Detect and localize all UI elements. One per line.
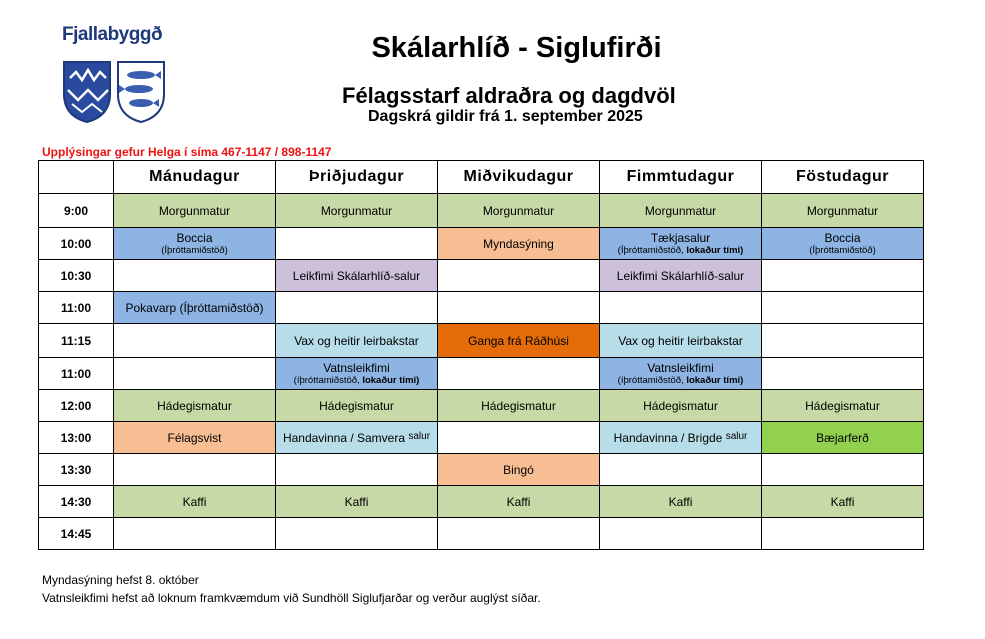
activity-cell	[762, 228, 924, 260]
schedule-row	[39, 454, 924, 486]
time-cell: 13:30	[39, 454, 114, 486]
activity-cell	[600, 358, 762, 390]
activity-label: Bæjarferð	[816, 430, 869, 445]
activity-cell	[276, 292, 438, 324]
schedule-row	[39, 486, 924, 518]
activity-label: Leikfimi Skálarhlíð-salur	[616, 268, 745, 283]
logo-wordmark: Fjallabyggð	[62, 24, 163, 45]
activity-cell	[762, 422, 924, 454]
activity-cell	[114, 518, 276, 550]
activity-label: Hádegismatur	[481, 398, 556, 413]
activity-cell	[438, 486, 600, 518]
activity-location: (Íþróttamiðstöð)	[161, 244, 228, 256]
schedule-row	[39, 292, 924, 324]
activity-cell	[600, 454, 762, 486]
time-cell: 9:00	[39, 194, 114, 228]
activity-label: Handavinna / Brigde	[613, 430, 723, 445]
activity-label: Handavinna / Samvera	[282, 430, 406, 445]
activity-cell	[114, 390, 276, 422]
activity-cell	[276, 422, 438, 454]
activity-label: Vatnsleikfimi	[323, 360, 390, 375]
activity-label: Boccia	[176, 230, 213, 245]
activity-cell	[762, 454, 924, 486]
activity-cell	[276, 324, 438, 358]
validity-date: Dagskrá gildir frá 1. september 2025	[368, 108, 643, 125]
activity-closed-note: lokaður tími)	[686, 244, 744, 256]
footnote: Myndasýning hefst 8. október	[42, 573, 199, 587]
activity-cell	[114, 358, 276, 390]
activity-location: (Íþróttamiðstöð)	[809, 244, 876, 256]
activity-label: Bingó	[503, 462, 534, 477]
time-cell: 10:00	[39, 228, 114, 260]
contact-info: Upplýsingar gefur Helga í síma 467-1147 / 898-1147	[42, 145, 332, 159]
activity-cell	[438, 228, 600, 260]
activity-location-note: salur	[408, 430, 431, 442]
activity-cell	[276, 358, 438, 390]
activity-cell	[438, 358, 600, 390]
activity-cell	[276, 486, 438, 518]
activity-cell	[438, 422, 600, 454]
activity-cell	[762, 518, 924, 550]
schedule-row	[39, 518, 924, 550]
activity-cell	[276, 228, 438, 260]
activity-cell	[276, 454, 438, 486]
schedule-row	[39, 422, 924, 454]
activity-label: Hádegismatur	[319, 398, 394, 413]
time-cell: 12:00	[39, 390, 114, 422]
time-cell: 11:00	[39, 358, 114, 390]
time-cell: 11:15	[39, 324, 114, 358]
schedule-row	[39, 260, 924, 292]
activity-label: Morgunmatur	[644, 203, 717, 218]
activity-cell	[114, 228, 276, 260]
activity-cell	[438, 324, 600, 358]
activity-label: Myndasýning	[483, 236, 554, 251]
activity-cell	[438, 390, 600, 422]
activity-label: Vax og heitir leirbakstar	[294, 333, 419, 348]
activity-closed-note: lokaður tími)	[686, 374, 744, 386]
activity-label: Pokavarp (Íþróttamiðstöð)	[125, 300, 264, 315]
activity-label: Kaffi	[182, 494, 207, 509]
activity-cell	[114, 454, 276, 486]
activity-cell	[276, 518, 438, 550]
activity-cell	[600, 228, 762, 260]
activity-label: Hádegismatur	[157, 398, 232, 413]
activity-cell	[600, 486, 762, 518]
activity-location-note: salur	[725, 430, 748, 442]
activity-label: Ganga frá Ráðhúsi	[468, 333, 569, 348]
activity-cell	[276, 260, 438, 292]
activity-cell	[600, 260, 762, 292]
activity-label: Kaffi	[506, 494, 531, 509]
activity-cell	[114, 260, 276, 292]
schedule-row	[39, 390, 924, 422]
activity-cell	[114, 194, 276, 228]
schedule-row	[39, 324, 924, 358]
header-row	[39, 161, 924, 194]
activity-cell	[762, 390, 924, 422]
day-header: Þriðjudagur	[276, 161, 438, 194]
time-cell: 11:00	[39, 292, 114, 324]
activity-cell	[600, 292, 762, 324]
schedule-row	[39, 358, 924, 390]
footnote: Vatnsleikfimi hefst að loknum framkvæmdum við Sundhöll Siglufjarðar og verður auglýst síðar.	[42, 591, 541, 605]
activity-cell	[762, 292, 924, 324]
activity-label: Kaffi	[344, 494, 369, 509]
activity-sub-label	[276, 375, 437, 386]
activity-sub-label	[762, 245, 923, 256]
activity-label: Morgunmatur	[320, 203, 393, 218]
activity-sub-label	[600, 375, 761, 386]
day-header: Mánudagur	[114, 161, 276, 194]
time-cell: 14:45	[39, 518, 114, 550]
activity-cell	[600, 422, 762, 454]
activity-cell	[762, 194, 924, 228]
day-header: Föstudagur	[762, 161, 924, 194]
activity-cell	[762, 486, 924, 518]
activity-label: Morgunmatur	[482, 203, 555, 218]
activity-cell	[762, 260, 924, 292]
activity-label: Vax og heitir leirbakstar	[618, 333, 743, 348]
time-cell: 14:30	[39, 486, 114, 518]
day-header: Miðvikudagur	[438, 161, 600, 194]
activity-location: (íþróttamiðstöð,	[293, 374, 363, 386]
municipal-crest-icon	[62, 58, 166, 124]
activity-location: (íþróttamiðstöð,	[617, 374, 687, 386]
activity-cell	[600, 518, 762, 550]
activity-label: Boccia	[824, 230, 861, 245]
activity-cell	[762, 324, 924, 358]
activity-cell	[600, 324, 762, 358]
activity-label: Vatnsleikfimi	[647, 360, 714, 375]
activity-cell	[114, 292, 276, 324]
time-cell: 10:30	[39, 260, 114, 292]
activity-label: Félagsvist	[167, 430, 222, 445]
activity-cell	[762, 358, 924, 390]
activity-cell	[438, 292, 600, 324]
activity-cell	[276, 194, 438, 228]
activity-label: Hádegismatur	[805, 398, 880, 413]
activity-cell	[600, 390, 762, 422]
page-subtitle: Félagsstarf aldraðra og dagdvöl	[342, 83, 676, 108]
corner-cell	[39, 161, 114, 194]
time-cell: 13:00	[39, 422, 114, 454]
day-header: Fimmtudagur	[600, 161, 762, 194]
activity-closed-note: lokaður tími)	[362, 374, 420, 386]
activity-cell	[114, 422, 276, 454]
activity-label: Kaffi	[830, 494, 855, 509]
activity-sub-label	[114, 245, 275, 256]
activity-cell	[276, 390, 438, 422]
activity-label: Tækjasalur	[650, 230, 711, 245]
activity-label: Hádegismatur	[643, 398, 718, 413]
activity-sub-label	[600, 245, 761, 256]
activity-label: Morgunmatur	[158, 203, 231, 218]
activity-cell	[438, 260, 600, 292]
activity-cell	[438, 454, 600, 486]
schedule-table	[38, 160, 924, 550]
activity-label: Morgunmatur	[806, 203, 879, 218]
activity-cell	[438, 194, 600, 228]
schedule-row	[39, 228, 924, 260]
schedule-row	[39, 194, 924, 228]
page-title: Skálarhlíð - Siglufirði	[371, 32, 662, 64]
activity-cell	[114, 324, 276, 358]
activity-cell	[600, 194, 762, 228]
activity-label: Kaffi	[668, 494, 693, 509]
activity-label: Leikfimi Skálarhlíð-salur	[292, 268, 421, 283]
activity-location: (Íþróttamiðstöð,	[617, 244, 687, 256]
activity-cell	[114, 486, 276, 518]
activity-cell	[438, 518, 600, 550]
